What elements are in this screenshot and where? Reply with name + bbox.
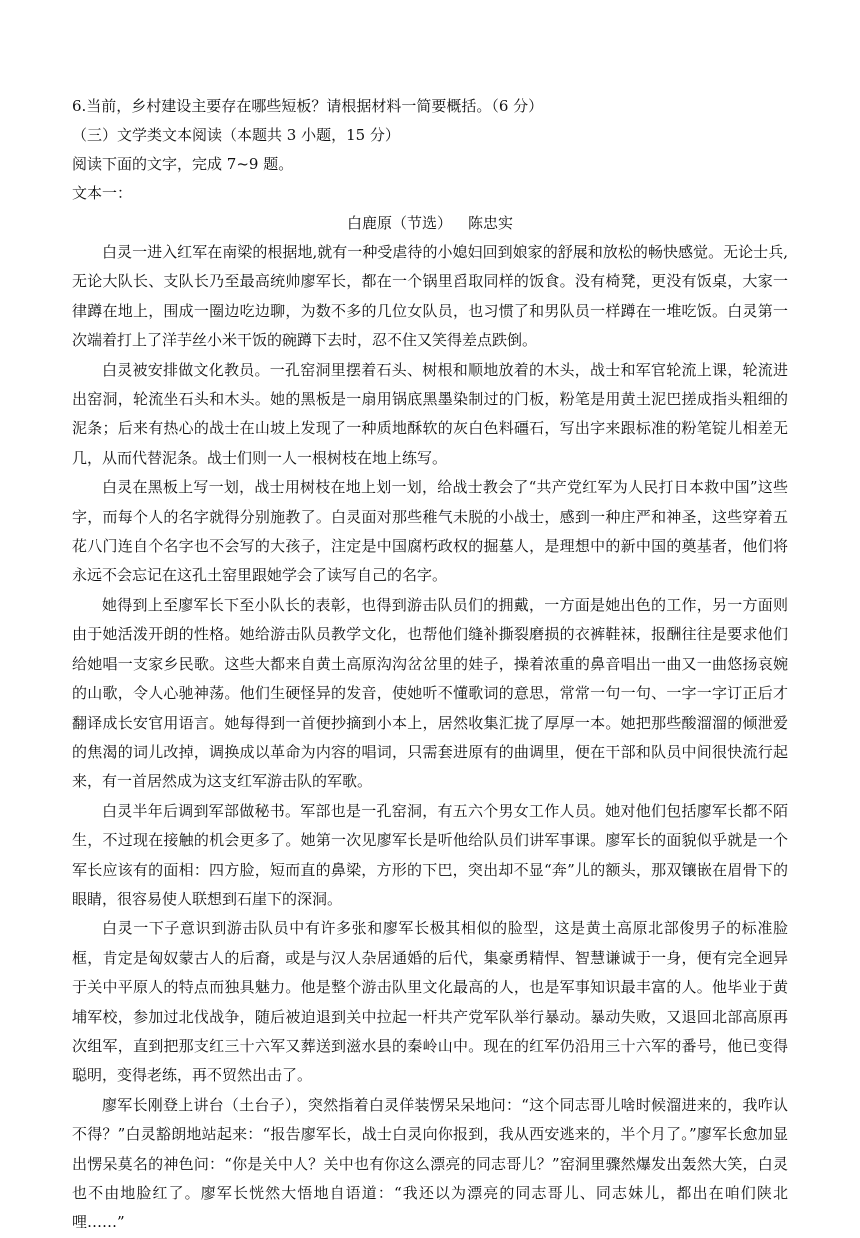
paragraph-6: 白灵一下子意识到游击队员中有许多张和廖军长极其相似的脸型，这是黄土高原北部俊男子的标准脸框，肯定是匈奴蒙古人的后裔，或是与汉人杂居通婚的后代，集豪勇精悍、智慧谦诚于一身，便有完全迥异于关中平原人的特点而独具魅力。他是整个游击队里文化最高的人，也是军事知识最丰富的人。他毕业于黄埔军校，参加过北伐战争，随后被迫退到关中拉起一杆共产党军队举行暴动。暴动失败，又退回北部高原再次组军，直到把那支红三十六军又葬送到滋水县的秦岭山中。现在的红军仍沿用三十六军的番号，他已变得聪明，变得老练，再不贸然出击了。 [72,919,788,1085]
question-6: 6.当前，乡村建设主要存在哪些短板？请根据材料一简要概括。（6 分） [72,97,544,115]
section-heading: （三）文学类文本阅读（本题共 3 小题，15 分） [72,126,400,144]
paragraph-5: 白灵半年后调到军部做秘书。军部也是一孔窑洞，有五六个男女工作人员。她对他们包括廖军长都不陌生，不过现在接触的机会更多了。她第一次见廖军长是听他给队员们讲军事课。廖军长的面貌似乎就是一个军长应该有的面相：四方脸，短而直的鼻梁，方形的下巴，突出却不显“奔”儿的额头，那双镶嵌在眉骨下的眼睛，很容易使人联想到石崖下的深洞。 [72,801,788,908]
title-text: 白鹿原（节选） [346,214,452,232]
paragraph-7: 廖军长刚登上讲台（土台子），突然指着白灵佯装愣呆呆地问：“这个同志哥儿啥时候溜进来的，我咋认不得？”白灵豁朗地站起来：“报告廖军长，战士白灵向你报到，我从西安逃来的，半个月了。”廖军长愈加显出愣呆莫名的神色问：“你是关中人？关中也有你这么漂亮的同志哥儿？”窑洞里骤然爆发出轰然大笑，白灵也不由地脸红了。廖军长恍然大悟地自语道：“我还以为漂亮的同志哥儿、同志妹儿，都出在咱们陕北哩……” [72,1095,788,1232]
paragraph-2: 白灵被安排做文化教员。一孔窑洞里摆着石头、树根和顺地放着的木头，战士和军官轮流上课，轮流进出窑洞，轮流坐石头和木头。她的黑板是一扇用锅底黑墨染制过的门板，粉笔是用黄土泥巴搓成指头粗细的泥条；后来有热心的战士在山坡上发现了一种质地酥软的灰白色料礓石，写出字来跟标准的粉笔锭儿相差无几，从而代替泥条。战士们则一人一根树枝在地上练写。 [72,360,788,467]
paragraph-4: 她得到上至廖军长下至小队长的表彰，也得到游击队员们的拥戴，一方面是她出色的工作，另一方面则由于她活泼开朗的性格。她给游击队员教学文化，也帮他们缝补撕裂磨损的衣裤鞋袜，报酬往往是要求他们给她唱一支家乡民歌。这些大都来自黄土高原沟沟岔岔里的娃子，操着浓重的鼻音唱出一曲又一曲悠扬哀婉的山歌，令人心驰神荡。他们生硬怪异的发音，使她听不懂歌词的意思，常常一句一句、一字一字订正后才翻译成长安官用语言。她每得到一首便抄摘到小本上，居然收集汇拢了厚厚一本。她把那些酸溜溜的倾泄爱的焦渴的词儿改掉，调换成以革命为内容的唱词，只需套进原有的曲调里，便在干部和队员中间很快流行起来，有一首居然成为这支红军游击队的军歌。 [72,595,788,791]
passage-title [72,208,788,238]
paragraph-1: 白灵一进入红军在南梁的根据地,就有一种受虐待的小媳妇回到娘家的舒展和放松的畅快感觉。无论士兵,无论大队长、支队长乃至最高统帅廖军长，都在一个锅里舀取同样的饭食。没有椅凳，更没有饭桌，大家一律蹲在地上，围成一圈边吃边聊，为数不多的几位女队员，也习惯了和男队员一样蹲在一堆吃饭。白灵第一次端着打上了洋芋丝小米干饭的碗蹲下去时，忍不住又笑得差点跌倒。 [72,243,788,350]
text-label: 文本一： [72,184,133,202]
reading-instruction: 阅读下面的文字，完成 7~9 题。 [72,155,294,173]
paragraph-3: 白灵在黑板上写一划，战士用树枝在地上划一划，给战士教会了“共产党红军为人民打日本救中国”这些字，而每个人的名字就得分别施教了。白灵面对那些稚气未脱的小战士，感到一种庄严和神圣，这些穿着五花八门连自个名字也不会写的大孩子，注定是中国腐朽政权的掘墓人，是理想中的新中国的奠基者，他们将永远不会忘记在这孔土窑里跟她学会了读写自己的名字。 [72,478,788,585]
author-name: 陈忠实 [468,214,514,232]
document-page [72,92,788,1238]
